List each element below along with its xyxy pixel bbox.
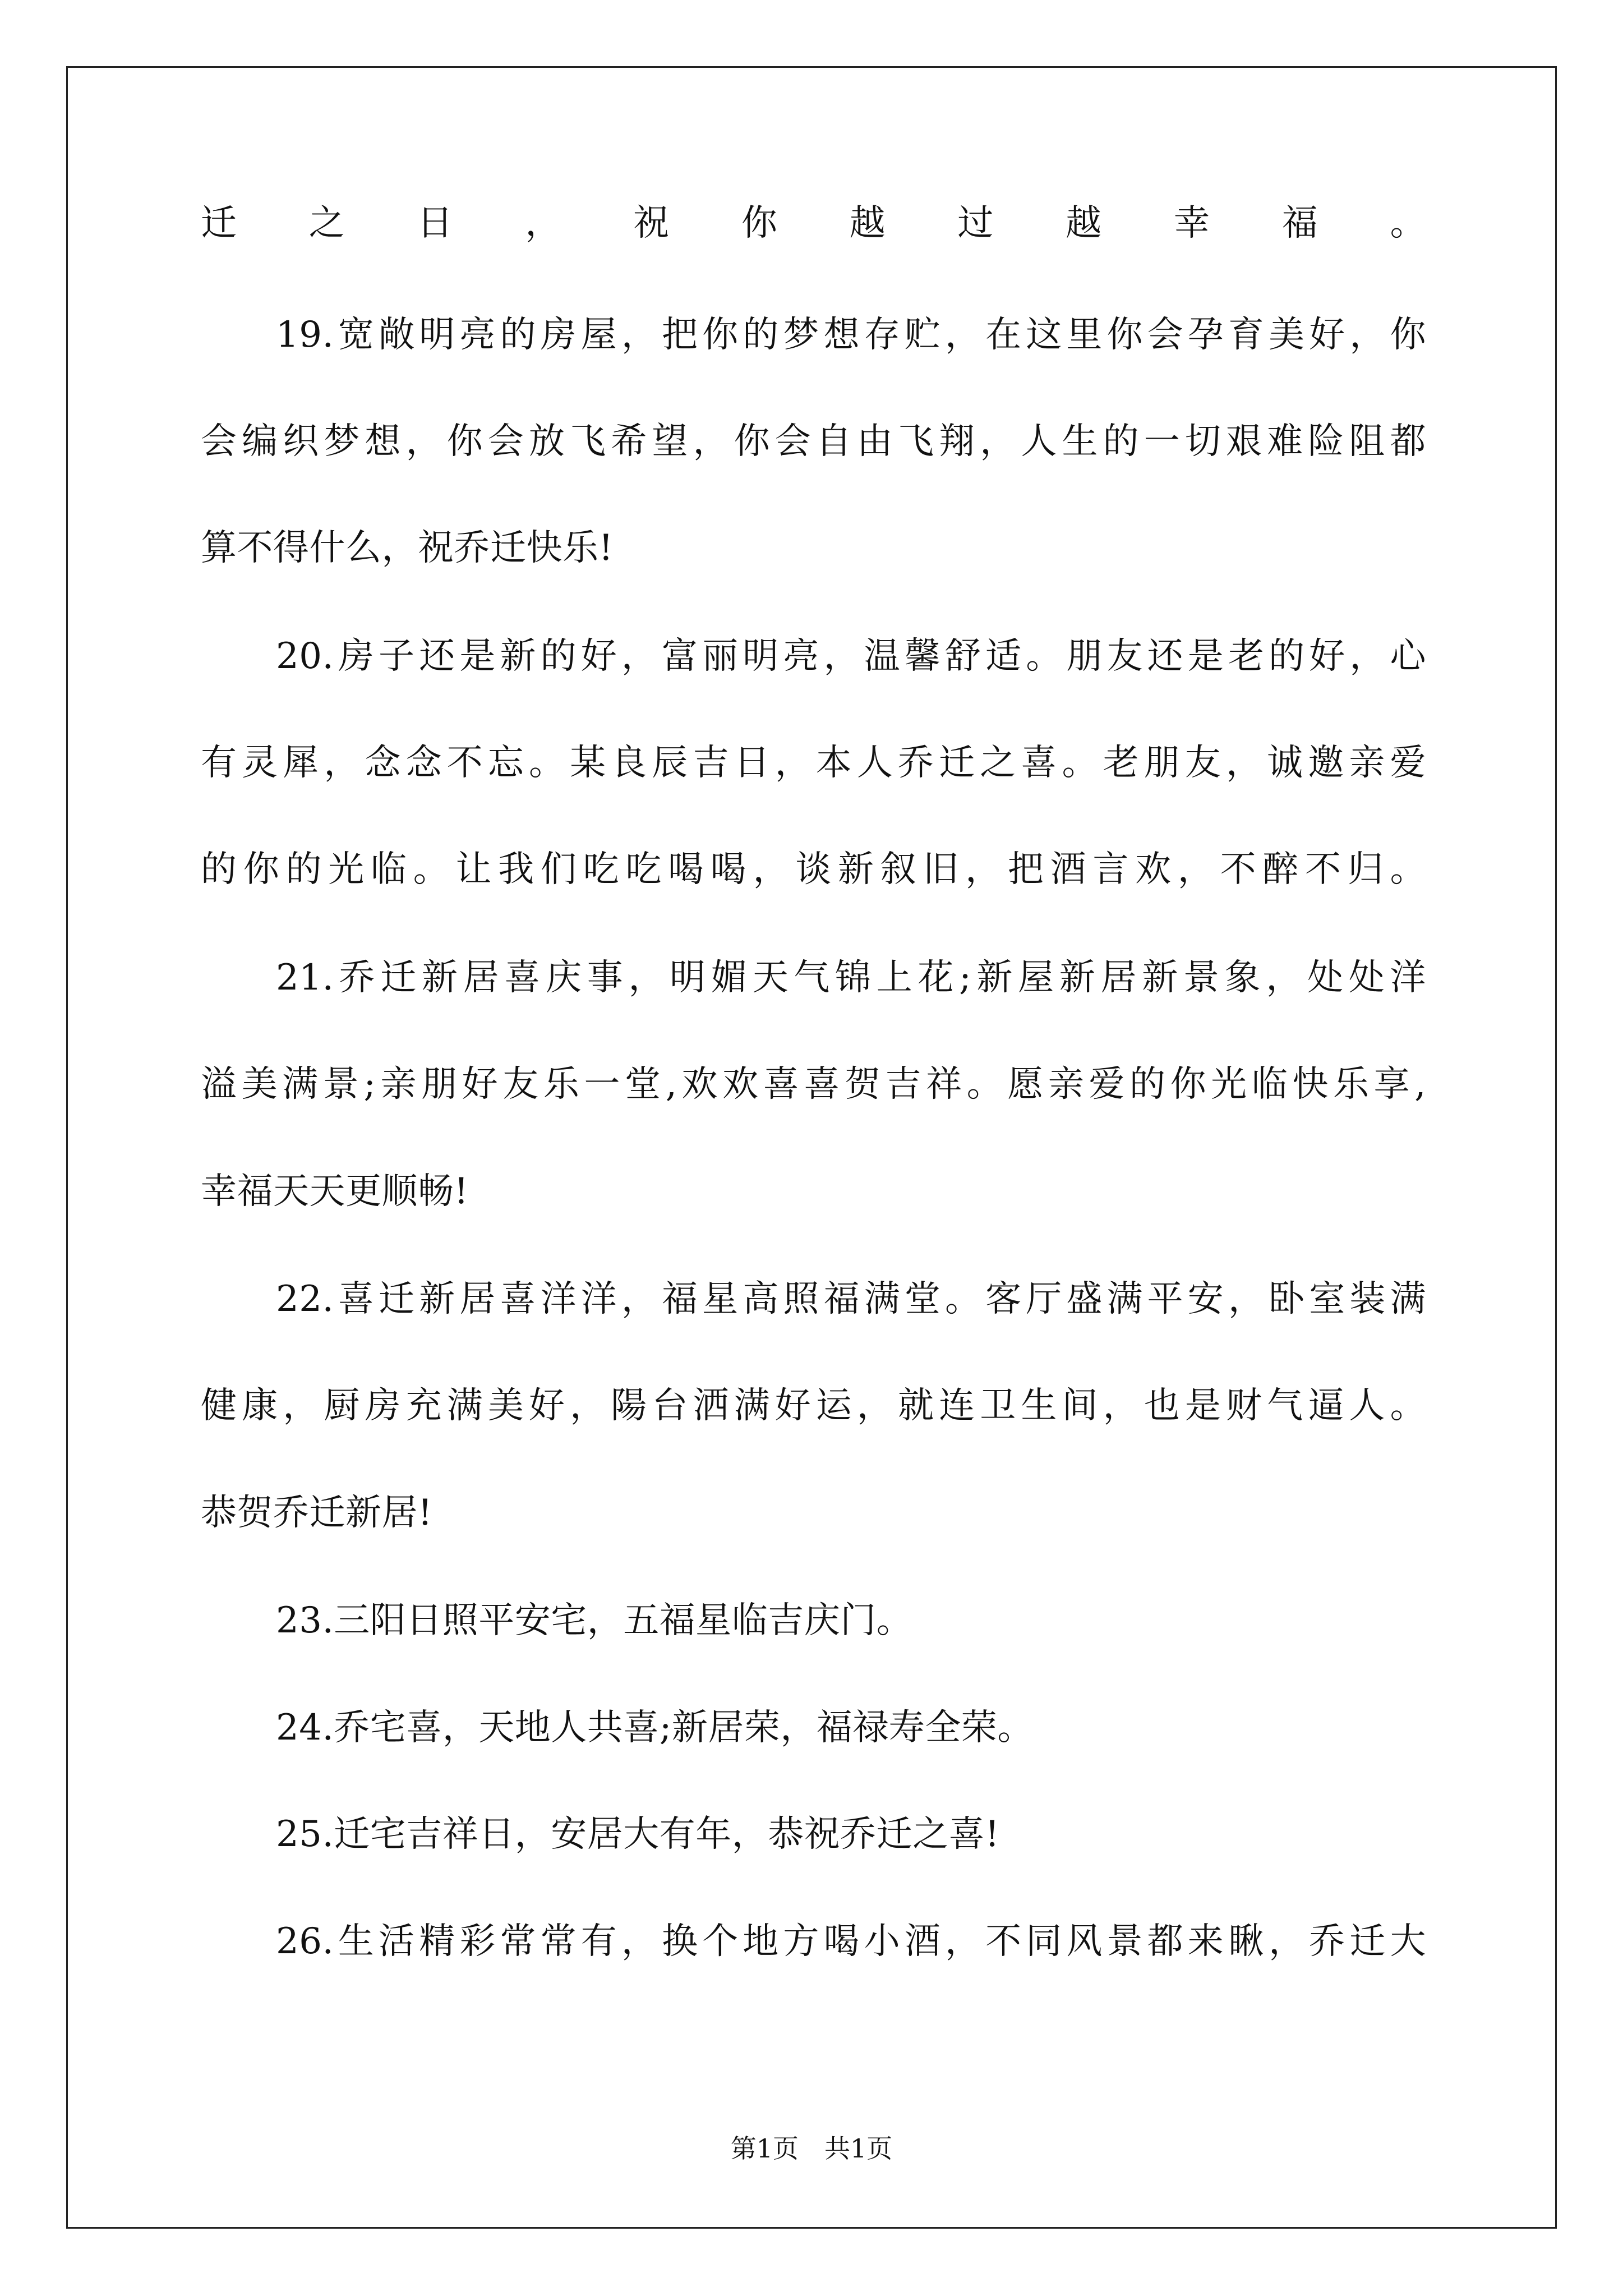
- text-line: 会编织梦想，你会放飞希望，你会自由飞翔，人生的一切艰难险阻都: [201, 421, 1426, 462]
- page-frame: [66, 66, 1557, 2229]
- text-line: 幸福天天更顺畅!: [201, 1171, 469, 1212]
- text-line: 24.乔宅喜，天地人共喜;新居荣，福禄寿全荣。: [276, 1707, 1034, 1749]
- text-line: 溢美满景;亲朋好友乐一堂,欢欢喜喜贺吉祥。愿亲爱的你光临快乐享,: [201, 1064, 1426, 1105]
- text-line: 的你的光临。让我们吃吃喝喝，谈新叙旧，把酒言欢，不醉不归。: [201, 849, 1426, 890]
- page-footer: 第1页 共1页: [730, 2133, 893, 2164]
- text-line: 迁之日，祝你越过越幸福。: [201, 203, 1426, 244]
- text-line: 健康，厨房充满美好，陽台洒满好运，就连卫生间，也是财气逼人。: [201, 1385, 1426, 1427]
- text-line: 有灵犀，念念不忘。某良辰吉日，本人乔迁之喜。老朋友，诚邀亲爱: [201, 742, 1426, 784]
- text-line: 21.乔迁新居喜庆事，明媚天气锦上花;新屋新居新景象，处处洋: [276, 957, 1426, 999]
- text-line: 20.房子还是新的好，富丽明亮，温馨舒适。朋友还是老的好，心: [276, 636, 1426, 677]
- text-line: 算不得什么，祝乔迁快乐!: [201, 527, 614, 569]
- text-line: 19.宽敞明亮的房屋，把你的梦想存贮，在这里你会孕育美好，你: [276, 314, 1426, 356]
- text-line: 恭贺乔迁新居!: [201, 1492, 433, 1534]
- text-line: 25.迁宅吉祥日，安居大有年，恭祝乔迁之喜!: [276, 1814, 1000, 1855]
- text-line: 26.生活精彩常常有，换个地方喝小酒，不同风景都来瞅，乔迁大: [276, 1921, 1426, 1962]
- text-line: 22.喜迁新居喜洋洋，福星高照福满堂。客厅盛满平安，卧室装满: [276, 1278, 1426, 1320]
- text-line: 23.三阳日照平安宅，五福星临吉庆门。: [276, 1600, 913, 1641]
